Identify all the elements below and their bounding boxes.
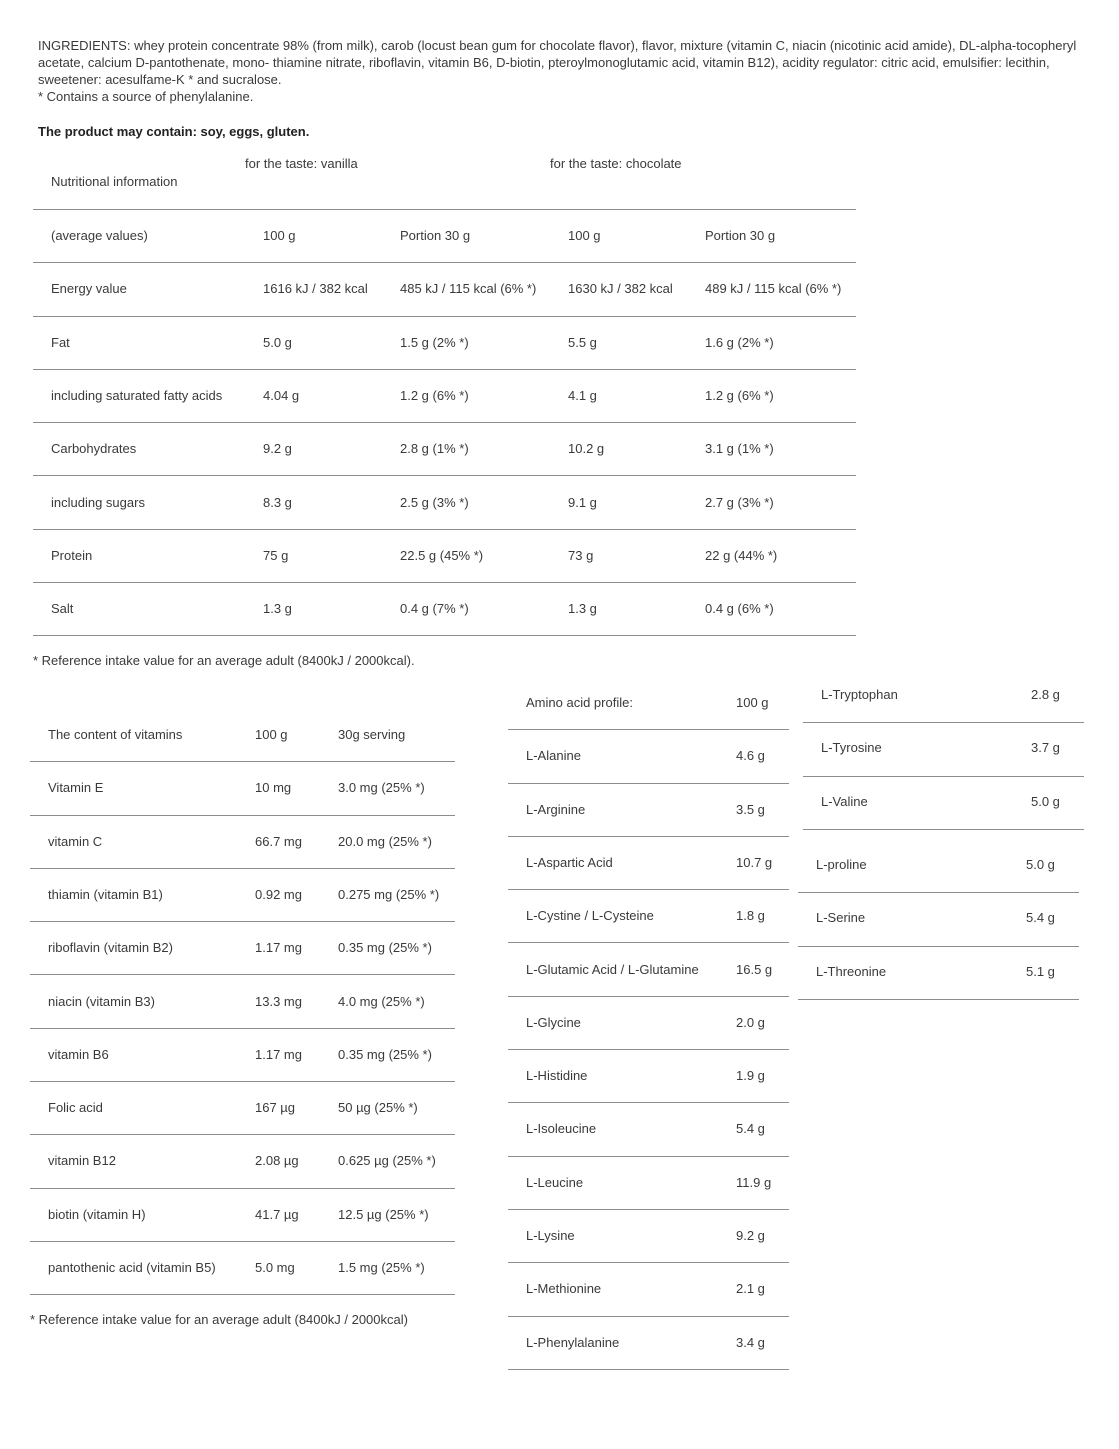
vitamin-cell: vitamin B6 — [48, 1046, 109, 1062]
amino-acid-cell: 9.2 g — [736, 1228, 765, 1243]
vitamin-cell: 12.5 µg (25% *) — [338, 1206, 429, 1222]
nutrition-cell: 4.04 g — [263, 387, 300, 403]
amino-acid-cell: Amino acid profile: — [526, 695, 633, 710]
vitamin-cell: 0.275 mg (25% *) — [338, 886, 440, 902]
vitamin-cell: 0.92 mg — [255, 886, 302, 902]
nutrition-cell: Carbohydrates — [51, 441, 137, 457]
vitamin-cell: niacin (vitamin B3) — [48, 993, 155, 1009]
ingredients-text: INGREDIENTS: whey protein concentrate 98% (from milk), carob (locust bean gum for chocolate flavor), flavor, mixture (vitamin C, niacin (nicotinic acid amide), DL-alpha-tocopheryl acetate, calcium D-pantothenate, mono- thiamine nitrate, riboflavin, vitamin B6, D-biotin, pteroylmonoglutamic acid, vitamin B12), acidity regulator: citric acid, emulsifier: lecithin, sweetener: acesulfame-K * and sucralose. — [38, 38, 1077, 87]
amino-acid-cell: 16.5 g — [736, 961, 773, 977]
vitamin-cell: 0.35 mg (25% *) — [338, 940, 432, 956]
vitamin-cell: Folic acid — [48, 1100, 103, 1116]
nutrition-cell: (average values) — [51, 228, 148, 243]
vitamin-cell: 1.5 mg (25% *) — [338, 1260, 425, 1275]
vitamin-cell: The content of vitamins — [48, 727, 183, 742]
nutrition-cell: Portion 30 g — [400, 228, 471, 243]
vitamin-cell: 20.0 mg (25% *) — [338, 833, 432, 849]
nutrition-cell: including saturated fatty acids — [51, 387, 223, 403]
vitamin-cell: thiamin (vitamin B1) — [48, 886, 163, 902]
nutrition-cell: Protein — [51, 547, 93, 563]
ingredients-block — [38, 37, 1078, 105]
vitamin-cell: 0.625 µg (25% *) — [338, 1153, 436, 1169]
nutrition-footnote: * Reference intake value for an average adult (8400kJ / 2000kcal). — [33, 653, 415, 668]
amino-acid-cell: L-Glutamic Acid / L-Glutamine — [526, 961, 699, 977]
amino-acid-cell: L-Isoleucine — [526, 1121, 597, 1137]
amino-acid-cell: 5.4 g — [736, 1121, 765, 1137]
vitamin-footnote: * Reference intake value for an average adult (8400kJ / 2000kcal) — [30, 1312, 408, 1327]
vitamin-cell: 50 µg (25% *) — [338, 1100, 418, 1116]
vitamin-cell: 167 µg — [255, 1100, 296, 1116]
nutrition-cell: 73 g — [568, 547, 594, 563]
amino-acid-cell: 11.9 g — [736, 1174, 772, 1190]
amino-acid-cell: L-Aspartic Acid — [526, 854, 613, 870]
nutrition-cell: 2.5 g (3% *) — [400, 494, 469, 510]
vitamin-cell: 100 g — [255, 727, 288, 742]
nutrition-cell: 1.5 g (2% *) — [400, 334, 469, 350]
nutrition-cell: Fat — [51, 334, 70, 350]
taste-chocolate-label: for the taste: chocolate — [550, 156, 682, 171]
vitamin-cell: 30g serving — [338, 727, 406, 742]
vitamin-cell: 2.08 µg — [255, 1153, 299, 1169]
amino-acid-cell: L-Threonine — [816, 963, 887, 979]
amino-acid-cell: 5.4 g — [1026, 910, 1055, 926]
nutrition-cell: 1.3 g — [263, 601, 292, 617]
vitamin-cell: 1.17 mg — [255, 1046, 302, 1062]
nutrition-title: Nutritional information — [51, 174, 178, 189]
amino-acid-cell: L-Glycine — [526, 1014, 581, 1030]
vitamin-cell: pantothenic acid (vitamin B5) — [48, 1260, 216, 1275]
vitamin-cell: 4.0 mg (25% *) — [338, 993, 425, 1009]
phenylalanine-note: * Contains a source of phenylalanine. — [38, 89, 254, 104]
amino-acid-cell: 2.8 g — [1031, 687, 1060, 702]
nutrition-cell: 2.8 g (1% *) — [400, 441, 469, 457]
nutrition-cell: 9.1 g — [568, 494, 597, 510]
vitamin-cell: 0.35 mg (25% *) — [338, 1046, 432, 1062]
vitamin-cell: 1.17 mg — [255, 940, 302, 956]
nutrition-cell: 9.2 g — [263, 441, 292, 457]
amino-acid-cell: 10.7 g — [736, 854, 773, 870]
nutrition-cell: 1.2 g (6% *) — [705, 387, 774, 403]
amino-acid-cell: 2.1 g — [736, 1281, 765, 1297]
nutrition-cell: 2.7 g (3% *) — [705, 494, 774, 510]
amino-acid-cell: 3.4 g — [736, 1334, 765, 1350]
vitamin-cell: 10 mg — [255, 780, 292, 796]
vitamin-cell: 41.7 µg — [255, 1206, 299, 1222]
nutrition-cell: 0.4 g (7% *) — [400, 601, 469, 617]
taste-vanilla-label: for the taste: vanilla — [245, 156, 358, 171]
nutrition-cell: 75 g — [263, 547, 289, 563]
amino-acid-cell: 4.6 g — [736, 748, 765, 764]
amino-acid-cell: 5.1 g — [1026, 963, 1055, 979]
nutrition-cell: 1.6 g (2% *) — [705, 334, 774, 350]
amino-acid-cell: L-Serine — [816, 910, 866, 926]
amino-acid-cell: 5.0 g — [1026, 857, 1055, 872]
nutrition-cell: 489 kJ / 115 kcal (6% *) — [705, 281, 842, 297]
amino-acid-cell: L-Tyrosine — [821, 740, 882, 756]
nutrition-cell: 8.3 g — [263, 494, 292, 510]
nutrition-cell: 1616 kJ / 382 kcal — [263, 281, 368, 297]
vitamin-cell: 66.7 mg — [255, 833, 302, 849]
vitamin-cell: vitamin C — [48, 833, 103, 849]
nutrition-cell: 1.3 g — [568, 601, 597, 617]
nutrition-cell: 4.1 g — [568, 387, 597, 403]
amino-acid-cell: L-Alanine — [526, 748, 581, 764]
amino-acid-cell: 100 g — [736, 695, 769, 710]
nutrition-cell: 100 g — [568, 228, 601, 243]
nutrition-cell: Portion 30 g — [705, 228, 776, 243]
amino-acid-cell: L-proline — [816, 857, 867, 872]
amino-acid-cell: L-Cystine / L-Cysteine — [526, 908, 654, 924]
allergen-notice: The product may contain: soy, eggs, gluten. — [38, 124, 310, 139]
nutrition-cell: 10.2 g — [568, 441, 605, 457]
amino-acid-cell: 1.9 g — [736, 1068, 765, 1084]
vitamin-cell: biotin (vitamin H) — [48, 1206, 146, 1222]
amino-acid-cell: 5.0 g — [1031, 793, 1060, 809]
amino-acid-cell: L-Phenylalanine — [526, 1334, 620, 1350]
amino-acid-cell: L-Histidine — [526, 1068, 588, 1084]
nutrition-cell: including sugars — [51, 494, 145, 510]
amino-acid-cell: L-Tryptophan — [821, 687, 898, 702]
amino-acid-cell: L-Leucine — [526, 1174, 584, 1190]
vitamin-cell: 5.0 mg — [255, 1260, 295, 1275]
nutrition-cell: 22 g (44% *) — [705, 547, 778, 563]
nutrition-cell: 3.1 g (1% *) — [705, 441, 774, 457]
amino-acid-cell: 3.7 g — [1031, 740, 1060, 756]
nutrition-cell: 5.0 g — [263, 334, 292, 350]
vitamin-cell: 3.0 mg (25% *) — [338, 780, 425, 796]
vitamin-cell: riboflavin (vitamin B2) — [48, 940, 173, 956]
amino-acid-cell: 2.0 g — [736, 1014, 765, 1030]
amino-acid-cell: 1.8 g — [736, 908, 765, 924]
nutrition-cell: 5.5 g — [568, 334, 597, 350]
nutrition-cell: 0.4 g (6% *) — [705, 601, 774, 617]
vitamin-cell: 13.3 mg — [255, 993, 302, 1009]
nutrition-cell: Salt — [51, 601, 74, 617]
nutrition-cell: Energy value — [51, 281, 127, 297]
nutrition-header-rule — [33, 156, 856, 210]
nutrition-cell: 485 kJ / 115 kcal (6% *) — [400, 281, 537, 297]
amino-acid-cell: L-Arginine — [526, 801, 586, 817]
nutrition-cell: 100 g — [263, 228, 296, 243]
nutrition-cell: 1630 kJ / 382 kcal — [568, 281, 673, 297]
nutrition-cell: 1.2 g (6% *) — [400, 387, 469, 403]
nutrition-cell: 22.5 g (45% *) — [400, 547, 484, 563]
amino-acid-cell: 3.5 g — [736, 801, 765, 817]
amino-acid-cell: L-Valine — [821, 793, 868, 809]
amino-acid-cell: L-Methionine — [526, 1281, 602, 1297]
vitamin-cell: Vitamin E — [48, 780, 104, 796]
vitamin-cell: vitamin B12 — [48, 1153, 116, 1169]
amino-acid-cell: L-Lysine — [526, 1228, 575, 1243]
